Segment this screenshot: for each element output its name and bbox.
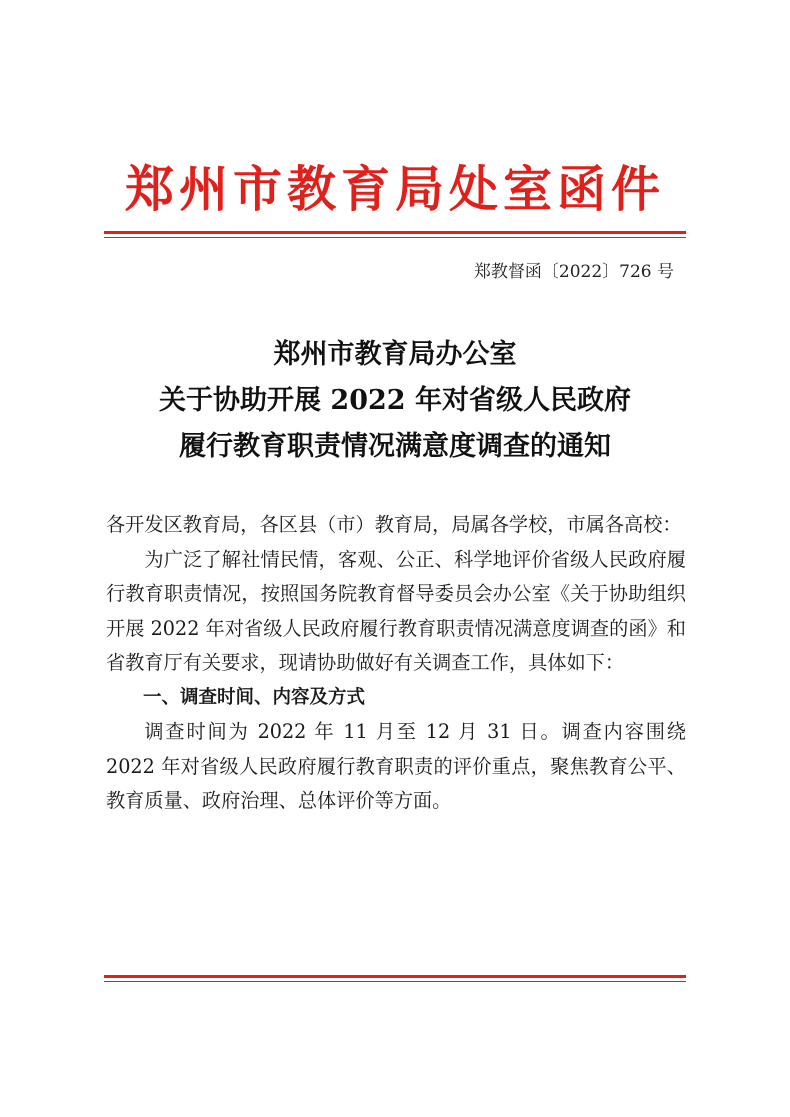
intro-paragraph: 为广泛了解社情民情，客观、公正、科学地评价省级人民政府履行教育职责情况，按照国务院教育督导委员会办公室《关于协助组织开展 2022 年对省级人民政府履行教育职责情况满意度调查的函》和省教育厅有关要求，现请协助做好有关调查工作，具体如下： [106,547,686,674]
footer-red-rule-thick [104,975,686,978]
section-1-paragraph: 调查时间为 2022 年 11 月至 12 月 31 日。调查内容围绕 2022 年对省级人民政府履行教育职责的评价重点，聚焦教育公平、教育质量、政府治理、总体评价等方面。 [106,720,686,812]
section-1-heading: 一、调查时间、内容及方式 [143,686,366,708]
document-number: 郑教督函〔2022〕726 号 [473,262,674,282]
masthead-red-rule-thick [104,231,686,234]
masthead-red-rule-thin [104,237,686,238]
footer-red-rule-thin [104,981,686,982]
title-line-1: 郑州市教育局办公室 [273,339,517,370]
title-line-2: 关于协助开展 2022 年对省级人民政府 [159,385,631,416]
masthead-title: 郑州市教育局处室函件 [124,160,665,218]
addressee-paragraph: 各开发区教育局，各区县（市）教育局，局属各学校，市属各高校： [106,513,682,536]
document-body [106,508,686,819]
title-line-3: 履行教育职责情况满意度调查的通知 [179,431,611,462]
document-title [0,332,790,470]
